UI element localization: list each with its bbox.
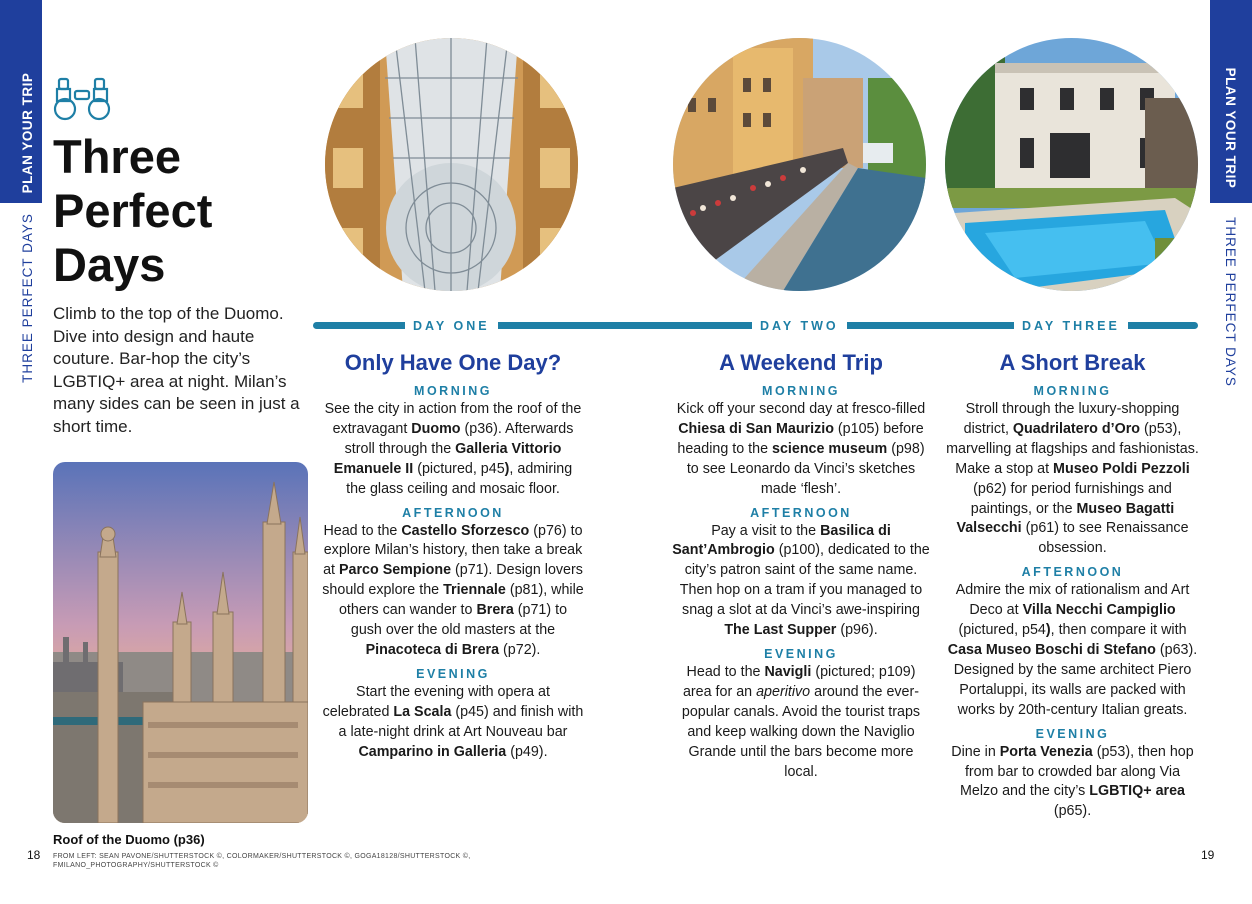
right-tab-label: PLAN YOUR TRIP [1223,67,1238,189]
left-tab-label: PLAN YOUR TRIP [20,72,35,194]
page-number-right: 19 [1201,848,1215,862]
day-three-morning-text: Stroll through the luxury-shopping district, Quadrilatero d’Oro (p53), marvelling at flagships and fashionistas. Make a stop at Museo Poldi Pezzoli (p62) for period furnishings and paintings, or the Museo Bagatti Valsecchi (p61) to see Renaissance obsession. [946,401,1199,557]
left-section-label: THREE PERFECT DAYS [20,213,35,383]
day-three-afternoon-text: Admire the mix of rationalism and Art Deco at Villa Necchi Campiglio (pictured, p54), then compare it with Casa Museo Boschi di Stefano (p63). Designed by the same architect Piero Portaluppi, its walls are packed with works by 20th-century Italian greats. [947,582,1198,718]
day-two-morning-label: MORNING [762,384,840,398]
day-one-morning-text: See the city in action from the roof of the extravagant Duomo (p36). Afterwards stroll through the Galleria Vittorio Emanuele II (pictured, p45), admiring the glass ceiling and mosaic floor. [324,401,582,497]
day-two-afternoon-text: Pay a visit to the Basilica di Sant’Ambrogio (p100), dedicated to the city’s patron saint of the same name. Then hop on a tram if you managed to snag a slot at da Vinci’s awe-inspiring The Last Supper (p96). [672,522,930,639]
day-three-column [945,350,1200,822]
day-two-column [672,350,930,782]
day-two-label: DAY TWO [752,318,847,334]
day-one-morning-label: MORNING [414,384,492,398]
page-number-left: 18 [27,848,41,862]
photo-credits: FROM LEFT: SEAN PAVONE/SHUTTERSTOCK ©, COLORMAKER/SHUTTERSTOCK ©, GOGA18128/SHUTTERSTOCK ©, FMILANO_PHOTOGRAPHY/SHUTTERSTOCK © [53,853,471,869]
galleria-photo [325,38,578,291]
day-one-afternoon-label: AFTERNOON [402,505,504,520]
binoculars-icon [53,77,111,121]
day-three-evening-label: EVENING [1035,726,1110,741]
intro-paragraph: Climb to the top of the Duomo. Dive into design and haute couture. Bar-hop the city’s LGBTIQ+ area at night. Milan’s many sides can be seen in just a short time. [53,304,300,436]
day-two-heading: A Weekend Trip [719,350,883,375]
day-one-label: DAY ONE [405,318,498,334]
navigli-photo [673,38,926,291]
page-title [53,130,313,292]
day-two-afternoon-label: AFTERNOON [750,505,852,520]
day-two-morning-text: Kick off your second day at fresco-filled Chiesa di San Maurizio (p105) before heading to the science museum (p98) to see Leonardo da Vinci’s sketches made ‘flesh’. [676,401,926,497]
day-three-morning-label: MORNING [1033,384,1112,398]
title-line-3: Days [53,238,166,291]
day-one-afternoon-text: Head to the Castello Sforzesco (p76) to explore Milan’s history, then take a break at Parco Sempione (p71). Design lovers should explore the Triennale (p81), while others can wander to Brera (p71) to gush over the old masters at the Pinacoteca di Brera (p72). [322,522,584,658]
day-one-column [322,350,584,763]
duomo-roof-photo [53,462,308,823]
day-two-evening-label: EVENING [764,646,838,661]
day-one-evening-label: EVENING [416,666,490,681]
right-section-label: THREE PERFECT DAYS [1223,217,1238,387]
day-one-evening-text: Start the evening with opera at celebrated La Scala (p45) and finish with a late-night drink at Art Nouveau bar Camparino in Galleria (p49). [322,683,584,760]
title-line-2: Perfect [53,184,213,237]
day-two-evening-text: Head to the Navigli (pictured; p109) area for an aperitivo around the ever-popular canals. Avoid the tourist traps and keep walking down the Naviglio Grande until the bars become more local. [681,663,921,780]
day-three-label: DAY THREE [1014,318,1128,334]
photo-caption: Roof of the Duomo (p36) [53,832,205,847]
day-three-heading: A Short Break [999,350,1146,375]
title-line-1: Three [53,130,181,183]
day-one-heading: Only Have One Day? [344,350,562,375]
villa-necchi-photo [945,38,1198,291]
day-three-afternoon-label: AFTERNOON [1021,565,1124,580]
day-three-evening-text: Dine in Porta Venezia (p53), then hop from bar to crowded bar along Via Melzo and the city’s LGBTIQ+ area (p65). [951,743,1194,820]
